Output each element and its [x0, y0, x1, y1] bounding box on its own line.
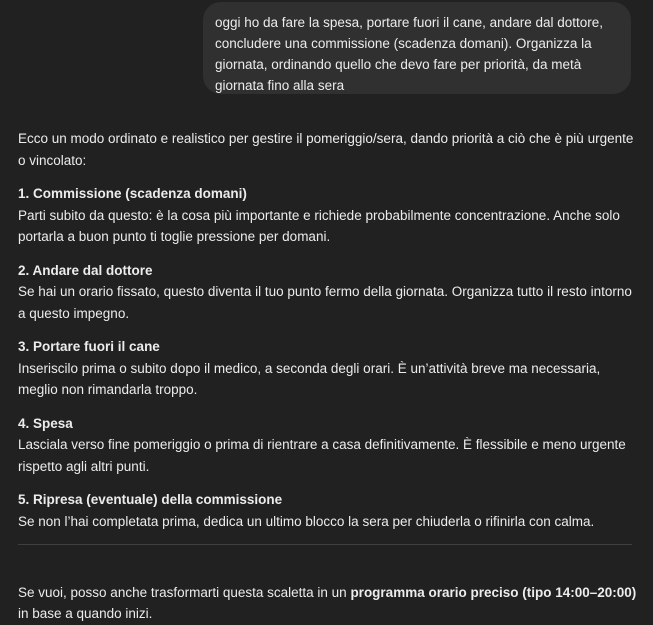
- priority-item: [18, 336, 638, 401]
- closing-text-start: Se vuoi, posso anche trasformarti questa scaletta in un: [18, 584, 351, 600]
- assistant-closing: [18, 582, 643, 625]
- section-divider: [18, 544, 632, 545]
- user-message-text: oggi ho da fare la spesa, portare fuori il cane, andare dal dottore, concludere una commissione (scadenza domani). Organizza la giornata, ordinando quello che devo fare per priorità, da metà giornata fino alla sera: [215, 15, 603, 93]
- assistant-intro: Ecco un modo ordinato e realistico per gestire il pomeriggio/sera, dando priorità a ciò che è più urgente o vincolato:: [18, 131, 634, 168]
- priority-item: [18, 183, 638, 248]
- priority-item-body: Se hai un orario fissato, questo diventa il tuo punto fermo della giornata. Organizza tutto il resto intorno a questo impegno.: [18, 284, 632, 321]
- closing-text-end: in base a quando inizi.: [18, 606, 153, 621]
- priority-item-heading: [18, 413, 638, 435]
- priority-item-number: 4.: [18, 415, 30, 431]
- priority-item-number: 5.: [18, 492, 30, 507]
- priority-item-title: Spesa: [33, 415, 73, 431]
- priority-item-title: Commissione (scadenza domani): [33, 186, 247, 201]
- priority-item-body: Se non l’hai completata prima, dedica un ultimo blocco la sera per chiuderla o rifinirla con calma.: [18, 513, 595, 529]
- priority-item-title: Ripresa (eventuale) della commissione: [33, 492, 283, 507]
- priority-item-heading: [18, 183, 638, 205]
- priority-item-title: Portare fuori il cane: [33, 339, 160, 354]
- closing-text-bold: programma orario preciso (tipo 14:00–20:00): [350, 584, 637, 600]
- priority-item-number: 2.: [18, 262, 30, 278]
- priority-item-title: Andare dal dottore: [32, 262, 153, 278]
- priority-item: [18, 260, 638, 325]
- priority-item-body: Inseriscilo prima o subito dopo il medico, a seconda degli orari. È un’attività breve ma necessaria, meglio non rimandarla troppo.: [18, 360, 601, 397]
- priority-item-number: 3.: [18, 339, 30, 354]
- priority-item-body: Lasciala verso fine pomeriggio o prima di rientrare a casa definitivamente. È flessibile e meno urgente rispetto agli altri punti.: [18, 437, 626, 474]
- priority-item-body: Parti subito da questo: è la cosa più importante e richiede probabilmente concentrazione. Anche solo portarla a buon punto ti toglie pressione per domani.: [18, 207, 620, 244]
- user-message-bubble: [203, 2, 631, 94]
- priority-item-heading: [18, 336, 638, 358]
- priority-item: [18, 489, 638, 532]
- assistant-message: [18, 128, 638, 544]
- priority-item: [18, 413, 638, 478]
- priority-item-heading: [18, 489, 638, 511]
- priority-item-heading: [18, 260, 638, 282]
- priority-item-number: 1.: [18, 186, 30, 201]
